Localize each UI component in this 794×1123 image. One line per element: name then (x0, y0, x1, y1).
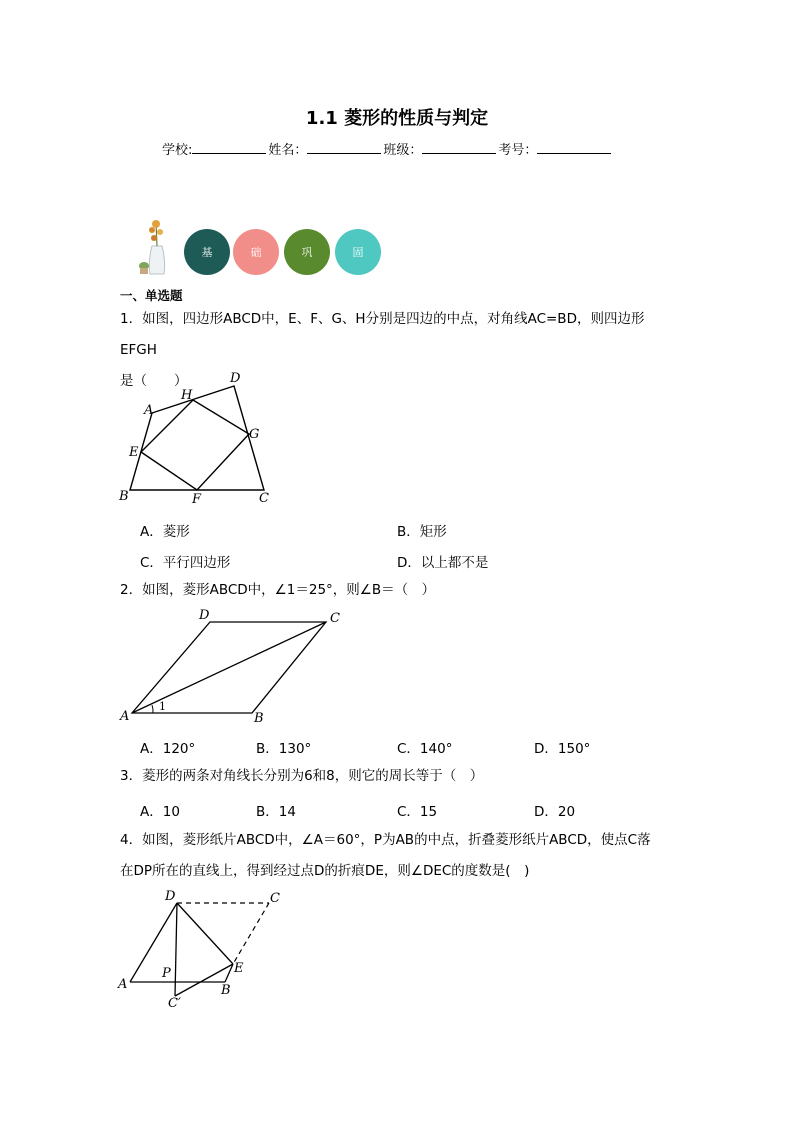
badge-gong: 巩 (284, 229, 330, 275)
question-1-line2: 是（ ） (120, 373, 188, 389)
question-2-figure (115, 604, 350, 724)
label-P: P (162, 966, 171, 981)
class-blank[interactable] (422, 141, 496, 154)
label-D: D (199, 608, 210, 623)
name-blank[interactable] (307, 141, 381, 154)
question-4-figure (115, 884, 295, 1014)
question-1-figure (115, 368, 280, 508)
label-D: D (165, 889, 176, 904)
school-label: 学校: (162, 143, 193, 158)
question-3-line1: 3．菱形的两条对角线长分别为6和8，则它的周长等于（ ） (120, 768, 484, 784)
quadrilateral-efgh (141, 400, 249, 490)
badge-chu: 础 (233, 229, 279, 275)
question-4-line2: 在DP所在的直线上，得到经过点D的折痕DE，则∠DEC的度数是( ) (120, 863, 530, 879)
question-4-text (120, 825, 680, 887)
document-title: 1.1 菱形的性质与判定 (305, 108, 489, 129)
plant-vase-icon (136, 216, 176, 276)
student-info-line (162, 139, 613, 158)
q3-option-c[interactable]: C．15 (397, 804, 438, 820)
q1-option-a[interactable]: A．菱形 (140, 524, 190, 540)
question-2-line1: 2．如图，菱形ABCD中，∠1＝25°，则∠B＝（ ） (120, 582, 436, 598)
number-label: 考号： (498, 143, 538, 158)
label-G: G (249, 427, 260, 442)
quadrilateral-abcd (130, 386, 264, 490)
dashed-ce (233, 903, 269, 964)
section-heading: 一、单选题 (120, 288, 183, 303)
label-C-prime: C′ (168, 996, 181, 1011)
label-C: C (270, 891, 280, 906)
q1-option-b[interactable]: B．矩形 (397, 524, 447, 540)
q1-option-c[interactable]: C．平行四边形 (140, 555, 231, 571)
q3-option-b[interactable]: B．14 (256, 804, 296, 820)
label-F: F (192, 492, 202, 507)
label-angle-1: 1 (159, 700, 166, 713)
q2-option-b[interactable]: B．130° (256, 741, 312, 757)
badge-gu: 固 (335, 229, 381, 275)
label-B: B (119, 489, 129, 504)
q3-option-d[interactable]: D．20 (534, 804, 576, 820)
label-A: A (120, 709, 130, 724)
label-B: B (254, 711, 264, 726)
q2-option-d[interactable]: D．150° (534, 741, 591, 757)
q3-option-a[interactable]: A．10 (140, 804, 180, 820)
school-blank[interactable] (192, 141, 266, 154)
label-D: D (230, 371, 241, 386)
question-3-text (120, 761, 680, 792)
label-C: C (330, 611, 340, 626)
label-A: A (118, 977, 128, 992)
label-B: B (221, 983, 231, 998)
class-label: 班级： (383, 143, 423, 158)
question-2-text (120, 575, 680, 606)
label-H: H (181, 388, 193, 403)
label-E: E (129, 445, 139, 460)
q1-option-d[interactable]: D．以上都不是 (397, 555, 489, 571)
label-C: C (259, 491, 269, 506)
q2-option-c[interactable]: C．140° (397, 741, 453, 757)
q2-option-a[interactable]: A．120° (140, 741, 196, 757)
label-A: A (144, 403, 154, 418)
question-4-line1: 4．如图，菱形纸片ABCD中，∠A＝60°，P为AB的中点，折叠菱形纸片ABCD，使点C落 (120, 832, 651, 848)
label-E: E (234, 961, 244, 976)
badge-ji: 基 (184, 229, 230, 275)
angle-1-arc (152, 705, 153, 713)
name-label: 姓名： (268, 143, 308, 158)
question-1-line1: 1．如图，四边形ABCD中，E、F、G、H分别是四边的中点，对角线AC=BD，则四边形EFGH (120, 311, 645, 358)
number-blank[interactable] (537, 141, 611, 154)
